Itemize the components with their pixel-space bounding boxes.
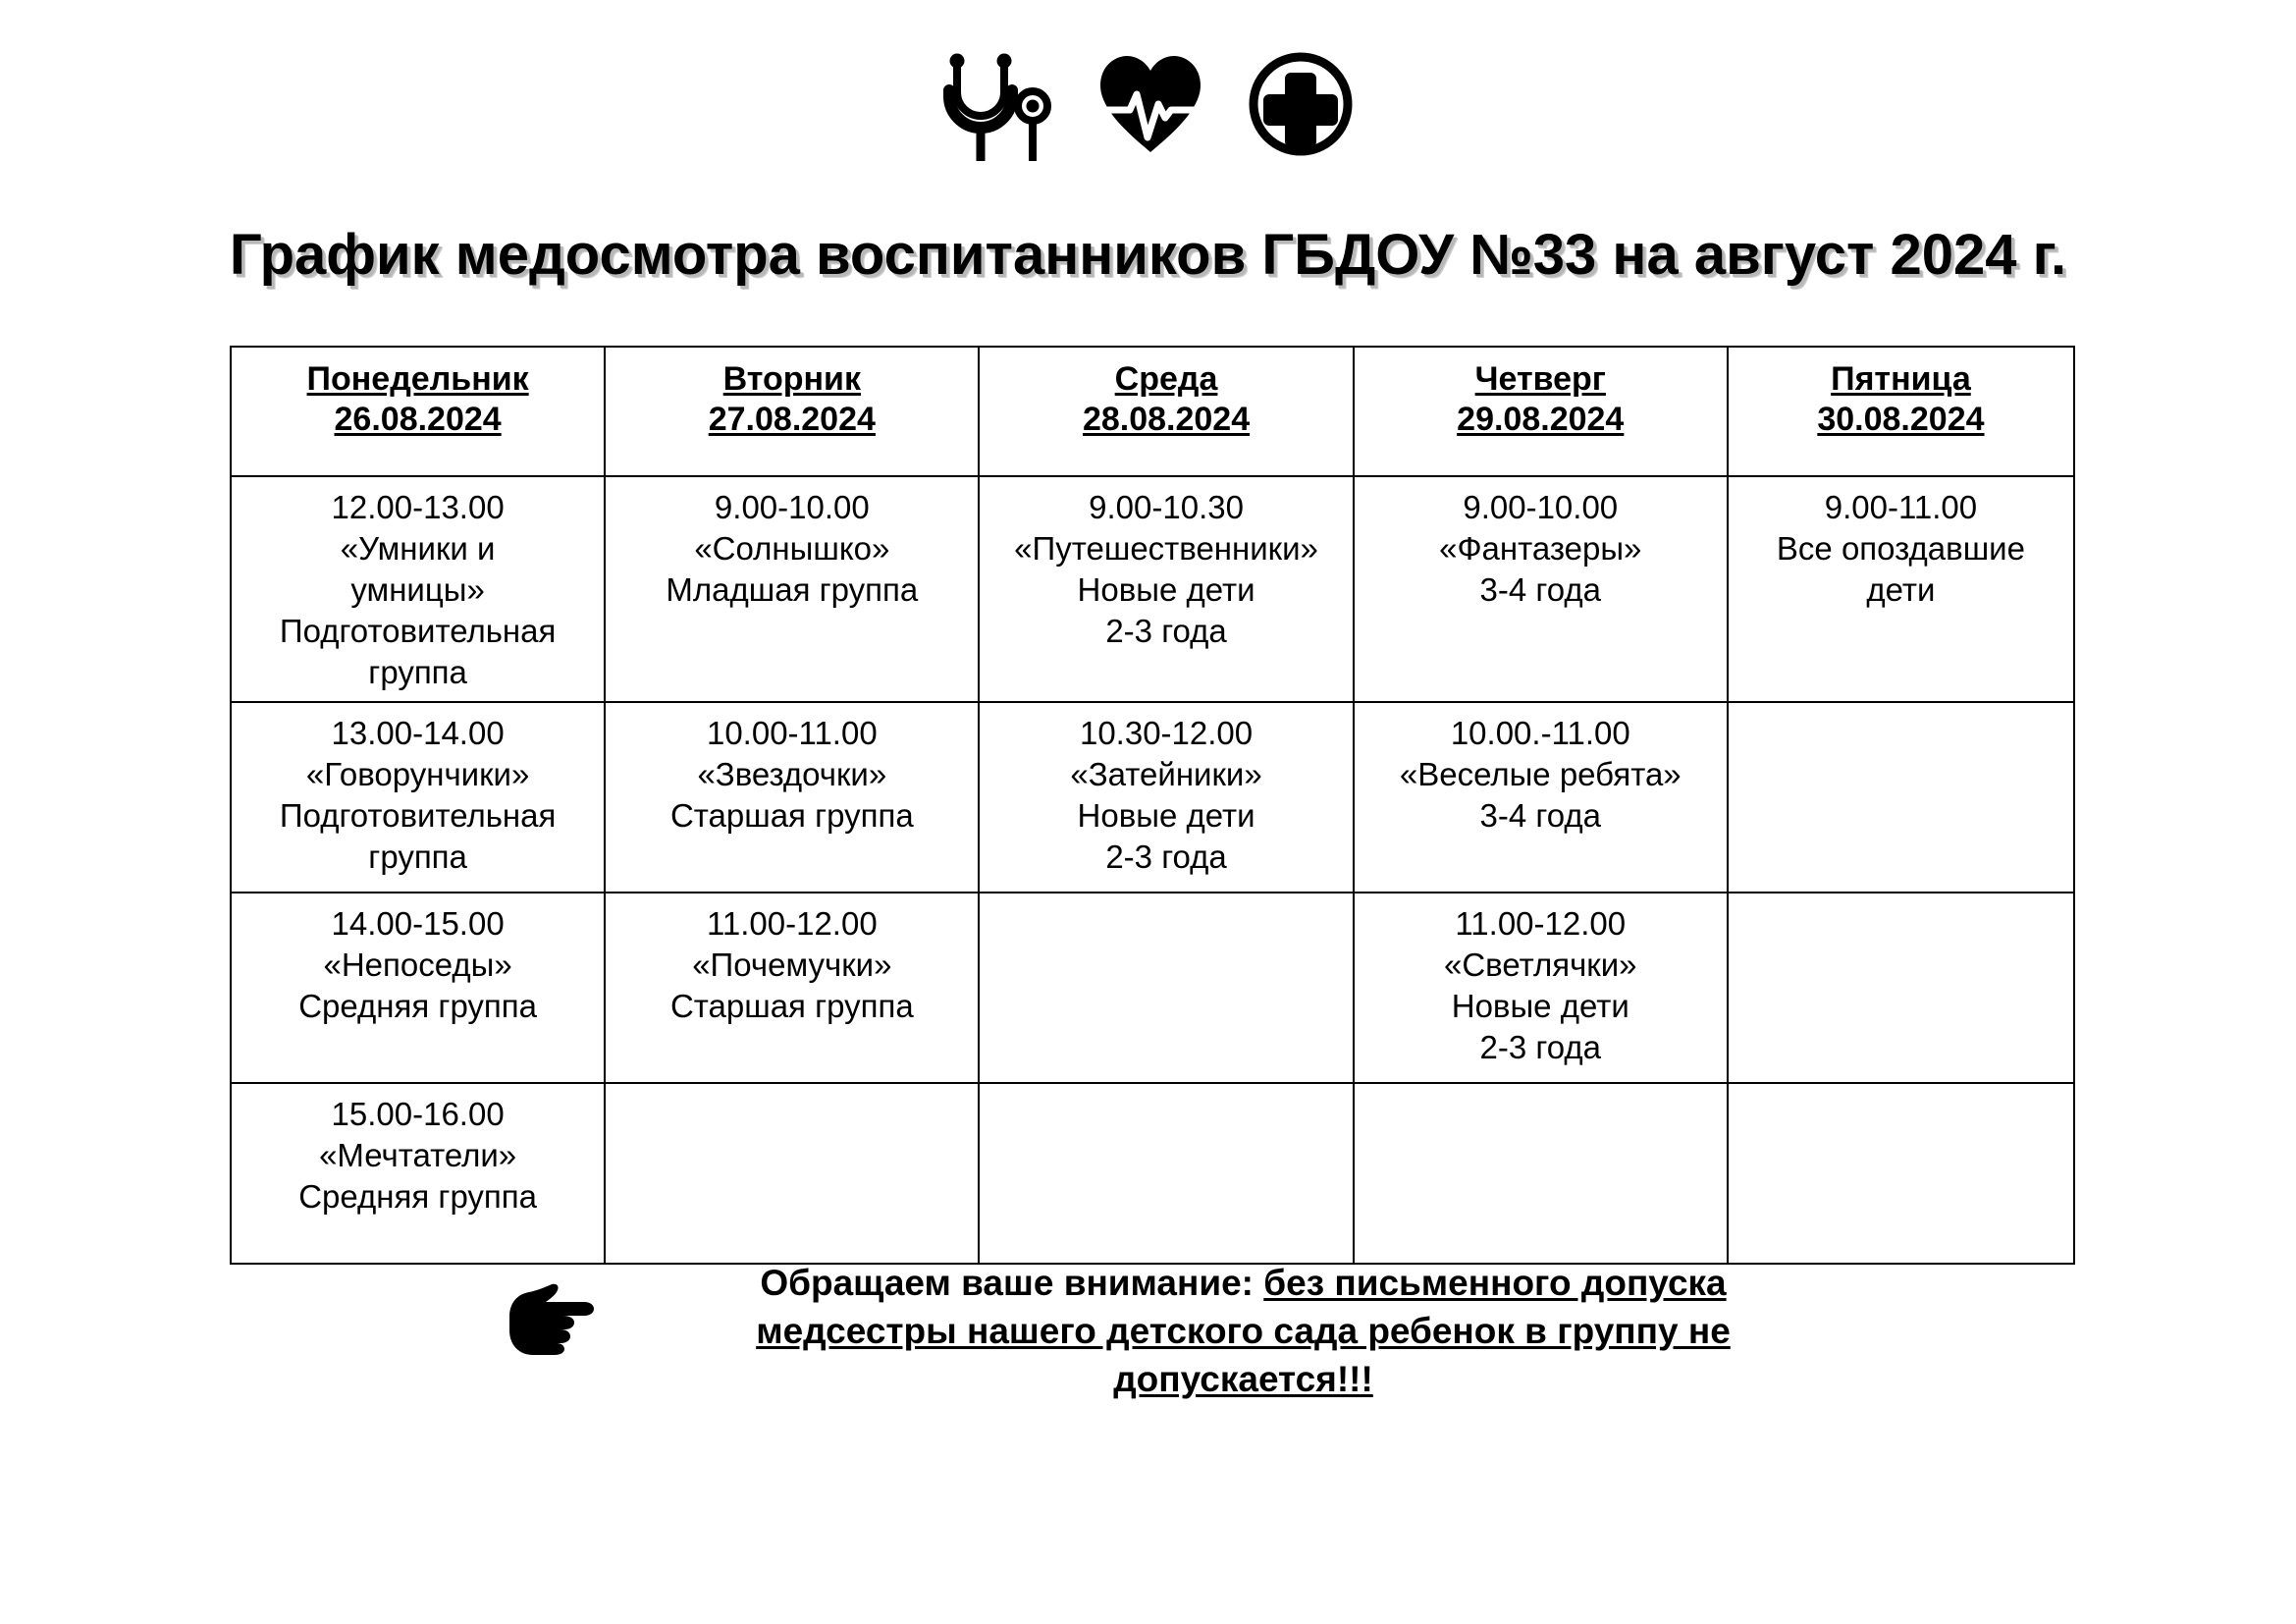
schedule-cell <box>1354 702 1728 893</box>
schedule-cell <box>1354 893 1728 1083</box>
cell-text-line: 9.00-11.00 <box>1824 489 1978 525</box>
schedule-cell <box>231 702 605 893</box>
cell-text-line: «Затейники» <box>1070 755 1262 792</box>
cell-text-line: 10.00-11.00 <box>706 715 878 751</box>
schedule-cell <box>979 476 1353 702</box>
cell-text-line: «Путешественники» <box>1014 529 1318 567</box>
cell-text-line: 15.00-16.00 <box>331 1096 505 1132</box>
schedule-cell <box>231 1083 605 1264</box>
schedule-cell <box>1354 476 1728 702</box>
column-header-friday <box>1728 347 2074 476</box>
schedule-cell <box>1728 476 2074 702</box>
cell-text-line: 10.00.-11.00 <box>1450 715 1630 751</box>
attention-note <box>0 1260 2296 1403</box>
cell-text-line: 13.00-14.00 <box>331 715 505 751</box>
cell-text-line: Подготовительная <box>279 796 557 834</box>
cell-text-line: «Веселые ребята» <box>1399 755 1682 792</box>
column-header-date: 27.08.2024 <box>708 400 876 438</box>
schedule-cell-empty <box>979 893 1353 1083</box>
cell-text-line: «Солнышко» <box>694 529 890 567</box>
cell-text-line: Младшая группа <box>666 570 919 608</box>
pointing-hand-icon <box>504 1283 600 1358</box>
cell-text-line: 2-3 года <box>1105 612 1227 649</box>
column-header-day: Вторник <box>722 360 861 398</box>
table-row <box>231 702 2074 893</box>
cell-text-line: «Умники и <box>340 529 496 567</box>
cell-text-line: «Светлячки» <box>1443 946 1637 983</box>
cell-text-line: 11.00-12.00 <box>1455 905 1627 942</box>
column-header-day: Четверг <box>1474 360 1606 398</box>
schedule-cell <box>979 702 1353 893</box>
cell-text-line: умницы» <box>350 570 485 608</box>
medical-cross-circle-icon <box>1248 51 1354 157</box>
schedule-cell <box>231 893 605 1083</box>
table-row <box>231 893 2074 1083</box>
column-header-date: 28.08.2024 <box>1082 400 1251 438</box>
schedule-cell-empty <box>1354 1083 1728 1264</box>
cell-text-line: «Звездочки» <box>697 755 887 792</box>
cell-text-line: Все опоздавшие <box>1776 529 2025 567</box>
schedule-cell <box>605 702 979 893</box>
cell-text-line: «Мечтатели» <box>319 1136 517 1173</box>
page-title: График медосмотра воспитанников ГБДОУ №33 на август 2024 г. <box>229 223 2067 287</box>
cell-text-line: Новые дети <box>1077 796 1255 834</box>
table-row <box>231 1083 2074 1264</box>
cell-text-line: группа <box>368 838 467 875</box>
cell-text-line: группа <box>368 653 467 690</box>
column-header-date: 29.08.2024 <box>1457 400 1625 438</box>
schedule-table-container <box>230 346 2075 1265</box>
cell-text-line: «Непоседы» <box>323 946 512 983</box>
cell-text-line: 9.00-10.00 <box>1463 489 1619 525</box>
column-header-monday <box>231 347 605 476</box>
cell-text-line: Средняя группа <box>298 987 538 1024</box>
column-header-date: 26.08.2024 <box>334 400 502 438</box>
cell-text-line: 3-4 года <box>1479 570 1601 608</box>
cell-text-line: «Почемучки» <box>692 946 892 983</box>
schedule-cell <box>231 476 605 702</box>
attention-note-lead: Обращаем ваше внимание: <box>760 1263 1254 1303</box>
cell-text-line: Средняя группа <box>298 1177 538 1215</box>
cell-text-line: 12.00-13.00 <box>331 489 505 525</box>
cell-text-line: 11.00-12.00 <box>706 905 878 942</box>
cell-text-line: 14.00-15.00 <box>331 905 505 942</box>
cell-text-line: Подготовительная <box>279 612 557 649</box>
table-header-row <box>231 347 2074 476</box>
schedule-cell-empty <box>1728 702 2074 893</box>
schedule-cell <box>605 476 979 702</box>
cell-text-line: Старшая группа <box>669 796 914 834</box>
column-header-day: Пятница <box>1831 360 1971 398</box>
column-header-wednesday <box>979 347 1353 476</box>
cell-text-line: Новые дети <box>1077 570 1255 608</box>
schedule-cell-empty <box>1728 893 2074 1083</box>
cell-text-line: «Фантазеры» <box>1439 529 1642 567</box>
column-header-thursday <box>1354 347 1728 476</box>
heart-pulse-icon <box>1096 53 1204 155</box>
cell-text-line: дети <box>1866 570 1936 608</box>
schedule-cell-empty <box>979 1083 1353 1264</box>
schedule-cell <box>605 893 979 1083</box>
column-header-day: Среда <box>1114 360 1218 398</box>
cell-text-line: Старшая группа <box>669 987 914 1024</box>
attention-note-emphasis: без письменного допуска медсестры нашего детского сада ребенок в группу не допускается!!! <box>756 1263 1731 1399</box>
header-icon-band <box>0 47 2296 161</box>
cell-text-line: «Говорунчики» <box>305 755 530 792</box>
cell-text-line: 9.00-10.00 <box>714 489 870 525</box>
cell-text-line: 3-4 года <box>1479 796 1601 834</box>
column-header-day: Понедельник <box>306 360 529 398</box>
table-row <box>231 476 2074 702</box>
column-header-date: 30.08.2024 <box>1817 400 1985 438</box>
cell-text-line: 2-3 года <box>1105 838 1227 875</box>
cell-text-line: 9.00-10.30 <box>1089 489 1244 525</box>
column-header-tuesday <box>605 347 979 476</box>
schedule-table <box>230 346 2075 1265</box>
cell-text-line: 2-3 года <box>1479 1028 1601 1065</box>
schedule-cell-empty <box>605 1083 979 1264</box>
attention-note-text <box>694 1260 1793 1403</box>
stethoscope-icon <box>943 47 1053 161</box>
cell-text-line: 10.30-12.00 <box>1079 715 1254 751</box>
schedule-table-body <box>231 476 2074 1264</box>
schedule-cell-empty <box>1728 1083 2074 1264</box>
cell-text-line: Новые дети <box>1451 987 1629 1024</box>
